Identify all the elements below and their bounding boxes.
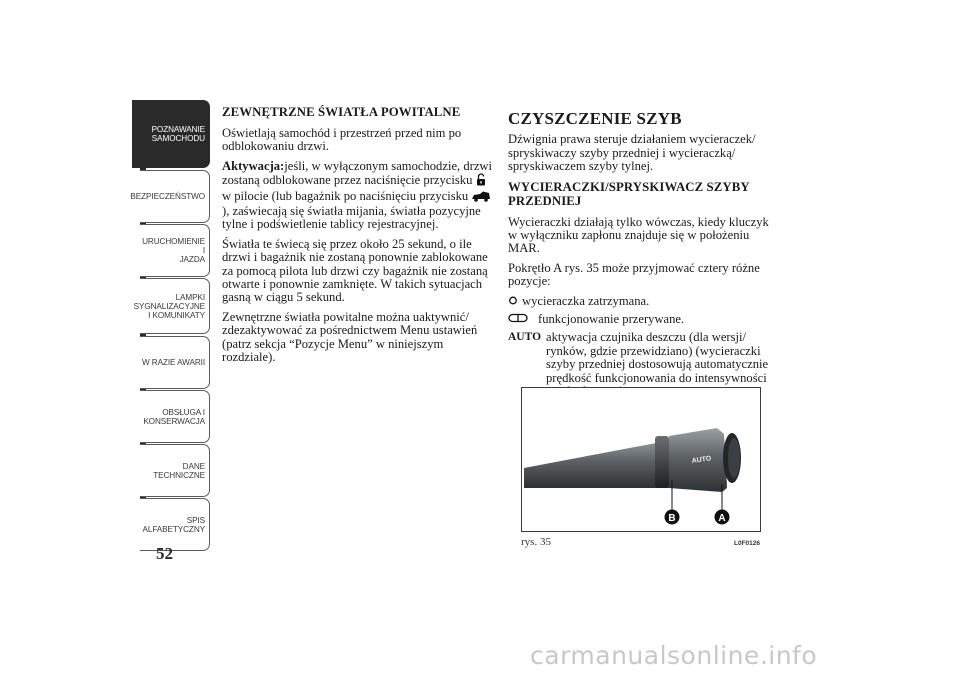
tab-obsluga-konserwacja[interactable]: OBSŁUGA I KONSERWACJA <box>140 390 210 443</box>
paragraph: Zewnętrzne światła powitalne można uaktywnić/ zdezaktywować za pośrednictwem Menu ustawień (patrz sekcja “Pozycje Menu” w niniejszym rozdziale). <box>222 309 478 365</box>
section-heading-welcome-lights: ZEWNĘTRZNE ŚWIATŁA POWITALNE <box>222 105 461 119</box>
tab-poznawanie-samochodu[interactable]: POZNAWANIE SAMOCHODU <box>132 100 210 168</box>
right-column <box>508 109 776 403</box>
tab-dane-techniczne[interactable]: DANE TECHNICZNE <box>140 444 210 497</box>
tab-uruchomienie-jazda[interactable]: URUCHOMIENIE I JAZDA <box>140 224 210 277</box>
svg-text:A: A <box>718 513 726 524</box>
intermittent-icon <box>508 313 538 327</box>
off-circle-icon <box>508 295 522 309</box>
figure-caption: rys. 35 <box>521 536 551 548</box>
paragraph: Wycieraczki działają tylko wówczas, kiedy kluczyk w wyłączniku zapłonu znajduje się w położeniu MAR. <box>508 214 769 256</box>
subheading-wipers: WYCIERACZKI/SPRYSKIWACZ SZYBY PRZEDNIEJ <box>508 179 750 208</box>
tab-lampki-sygnalizacyjne[interactable]: LAMPKI SYGNALIZACYJNE I KOMUNIKATY <box>140 278 210 334</box>
paragraph: Oświetlają samochód i przestrzeń przed nim po odblokowaniu drzwi. <box>222 126 462 154</box>
left-column <box>222 105 492 371</box>
auto-marking: AUTO <box>691 455 712 465</box>
car-trunk-icon <box>471 191 491 205</box>
paragraph: Światła te świecą się przez około 25 sekund, o ile drzwi i bagażnik nie zostaną ponownie zablokowane za pomocą pilota lub drzwi czy bagażnik nie zostaną otwarte i ponownie zamknięte. W takich sytuacjach gasną w ciągu 5 sekund. <box>222 236 488 305</box>
list-item: funkcjonowanie przerywane. <box>508 313 776 327</box>
section-heading-cleaning: CZYSZCZENIE SZYB <box>508 109 682 128</box>
wiper-stalk-illustration <box>522 388 760 531</box>
figure-code: L0F0126 <box>734 540 761 547</box>
activation-label: Aktywacja: <box>222 158 285 173</box>
unlock-icon <box>476 173 486 189</box>
tab-spis-alfabetyczny[interactable]: SPIS ALFABETYCZNY <box>140 498 210 551</box>
svg-text:B: B <box>668 513 676 524</box>
watermark: carmanualsonline.info <box>530 641 818 670</box>
page-number: 52 <box>156 544 173 563</box>
figure-wiper-stalk <box>521 387 761 532</box>
paragraph-activation: Aktywacja:jeśli, w wyłączonym samochodzie, drzwi zostaną odblokowane przez naciśnięcie przycisku w pilocie (lub bagażnik po naciśnięciu przycisku ), zaświecają się światła mijania, światła pozycyjne tylne i podświetlenie tablicy rejestracyjnej. <box>222 158 493 232</box>
tab-bezpieczenstwo[interactable]: BEZPIECZEŃSTWO <box>140 170 210 223</box>
paragraph: Pokrętło A rys. 35 może przyjmować cztery różne pozycje: <box>508 260 760 289</box>
tab-w-razie-awarii[interactable]: W RAZIE AWARII <box>140 336 210 389</box>
paragraph: Dźwignia prawa steruje działaniem wycieraczek/ spryskiwaczy szyby przedniej i wycieraczką/ spryskiwaczem szyby tylnej. <box>508 132 756 174</box>
auto-label: AUTO <box>508 331 542 344</box>
list-item: AUTO aktywacja czujnika deszczu (dla wersji/ rynków, gdzie przewidziano) (wycieraczki szyby przedniej dostosowują automatycznie prędkość funkcjonowania do intensywności <box>508 331 776 398</box>
list-item: wycieraczka zatrzymana. <box>508 295 776 309</box>
